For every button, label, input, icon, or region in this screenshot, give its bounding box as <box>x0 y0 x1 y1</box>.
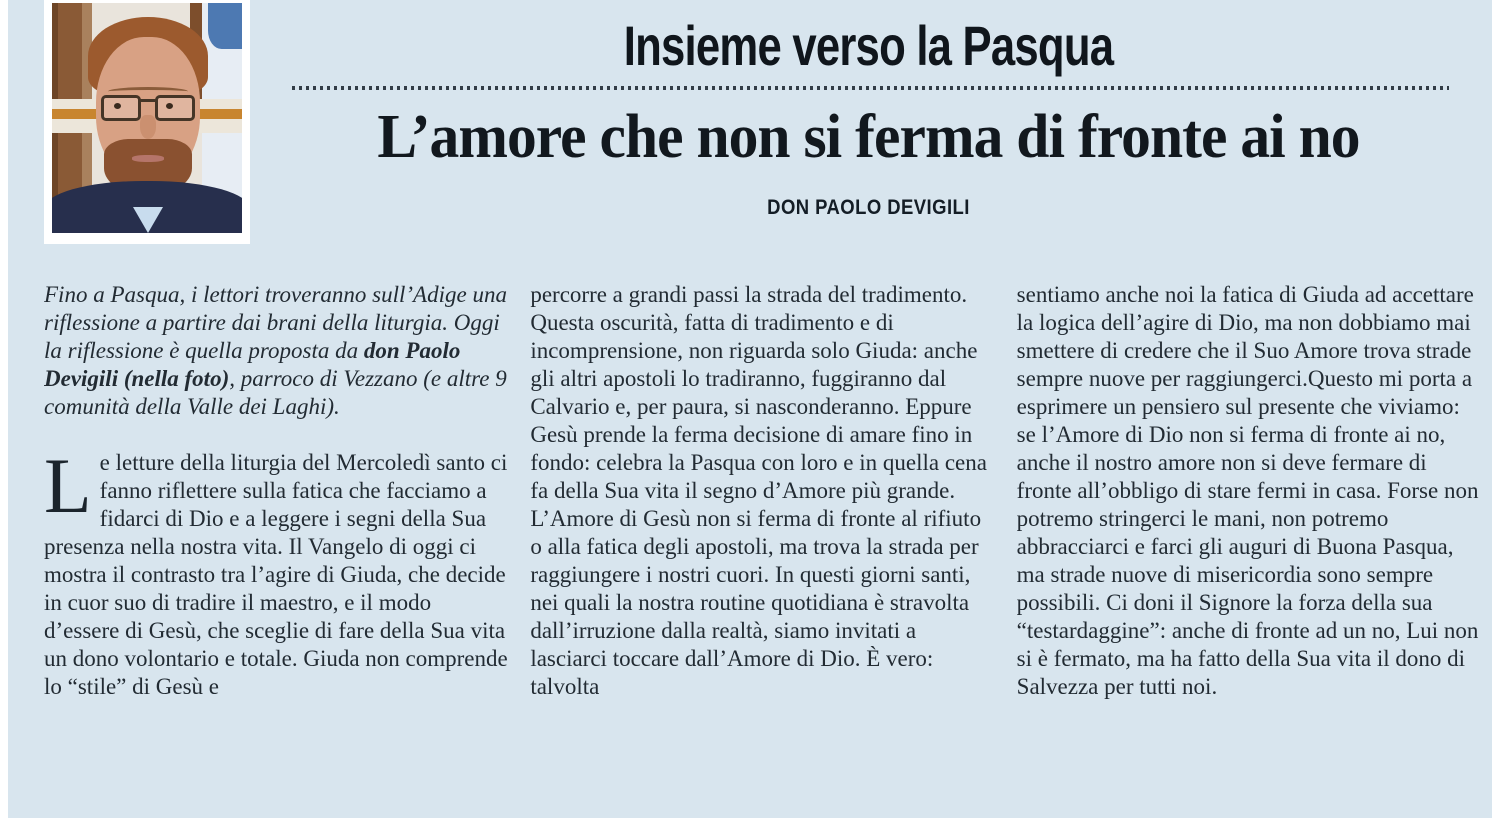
body-paragraph-1 <box>44 442 508 701</box>
column-3 <box>1017 281 1481 810</box>
intro-paragraph <box>44 281 508 421</box>
portrait-photo-frame <box>44 0 250 244</box>
intro-text-post: , parroco di Vezzano (e altre 9 comunità della Valle dei Laghi). <box>44 366 507 419</box>
intro-text-pre: Fino a Pasqua, i lettori troveranno sull’Adige una riflessione a partire dai brani della liturgia. Oggi la riflessione è quella proposta da <box>44 282 507 363</box>
dotted-rule <box>292 86 1449 90</box>
column-1 <box>44 281 508 810</box>
glasses-bridge <box>139 99 157 102</box>
body-text-col1: e letture della liturgia del Mercoledì santo ci fanno riflettere sulla fatica che facciamo a fidarci di Dio e a leggere i segni della Sua presenza nella nostra vita. Il Vangelo di oggi ci mostra il contrasto tra l’agire di Giuda, che decide in cuor suo di tradire il maestro, e il modo d’essere di Gesù, che sceglie di fare della Sua vita un dono volontario e totale. Giuda non comprende lo “stile” di Gesù e <box>44 450 508 699</box>
photo-nose <box>140 115 156 139</box>
drop-cap: L <box>44 442 92 529</box>
article-columns <box>44 281 1481 810</box>
photo-rail-stripe-left <box>52 109 100 119</box>
photo-right-eye <box>166 103 173 109</box>
headline: L’amore che non si ferma di fronte ai no <box>377 103 1360 171</box>
column-2 <box>530 281 994 810</box>
portrait-photo <box>52 3 242 233</box>
photo-mouth <box>132 155 164 162</box>
photo-background-blue-patch <box>208 3 242 49</box>
glasses-left-lens <box>101 95 141 121</box>
photo-rail-stripe-right <box>196 109 242 119</box>
photo-left-eye <box>114 103 121 109</box>
intro-text-bold: don Paolo Devigili (nella foto) <box>44 338 461 391</box>
byline: DON PAOLO DEVIGILI <box>767 196 970 219</box>
article-header <box>250 0 1487 220</box>
kicker: Insieme verso la Pasqua <box>623 14 1114 77</box>
glasses-right-lens <box>155 95 195 121</box>
body-paragraph-3: sentiamo anche noi la fatica di Giuda ad accettare la logica dell’agire di Dio, ma non dobbiamo mai smettere di credere che il Suo Amore trova strade sempre nuove per raggiungerci.Questo mi porta a esprimere un pensiero sul presente che viviamo: se l’Amore di Dio non si ferma di fronte ai no, anche il nostro amore non si deve fermare di fronte all’obbligo di stare fermi in casa. Forse non potremo stringerci le mani, non potremo abbracciarci e farci gli auguri di Buona Pasqua, ma strade nuove di misericordia sono sempre possibili. Ci doni il Signore la forza della sua “testardaggine”: anche di fronte ad un no, Lui non si è fermato, ma ha fatto della Sua vita il dono di Salvezza per tutti noi. <box>1016 282 1479 699</box>
body-paragraph-2: percorre a grandi passi la strada del tradimento. Questa oscurità, fatta di tradimento e di incomprensione, non riguarda solo Giuda: anche gli altri apostoli lo tradiranno, fuggiranno dal Calvario e, per paura, si nasconderanno. Eppure Gesù prende la ferma decisione di amare fino in fondo: celebra la Pasqua con loro e in quella cena fa della Sua vita il segno d’Amore più grande. L’Amore di Gesù non si ferma di fronte al rifiuto o alla fatica degli apostoli, ma trova la strada per raggiungere i nostri cuori. In questi giorni santi, nei quali la nostra routine quotidiana è stravolta dall’irruzione dalla realtà, siamo invitati a lasciarci toccare dall’Amore di Dio. È vero: talvolta <box>530 282 987 699</box>
